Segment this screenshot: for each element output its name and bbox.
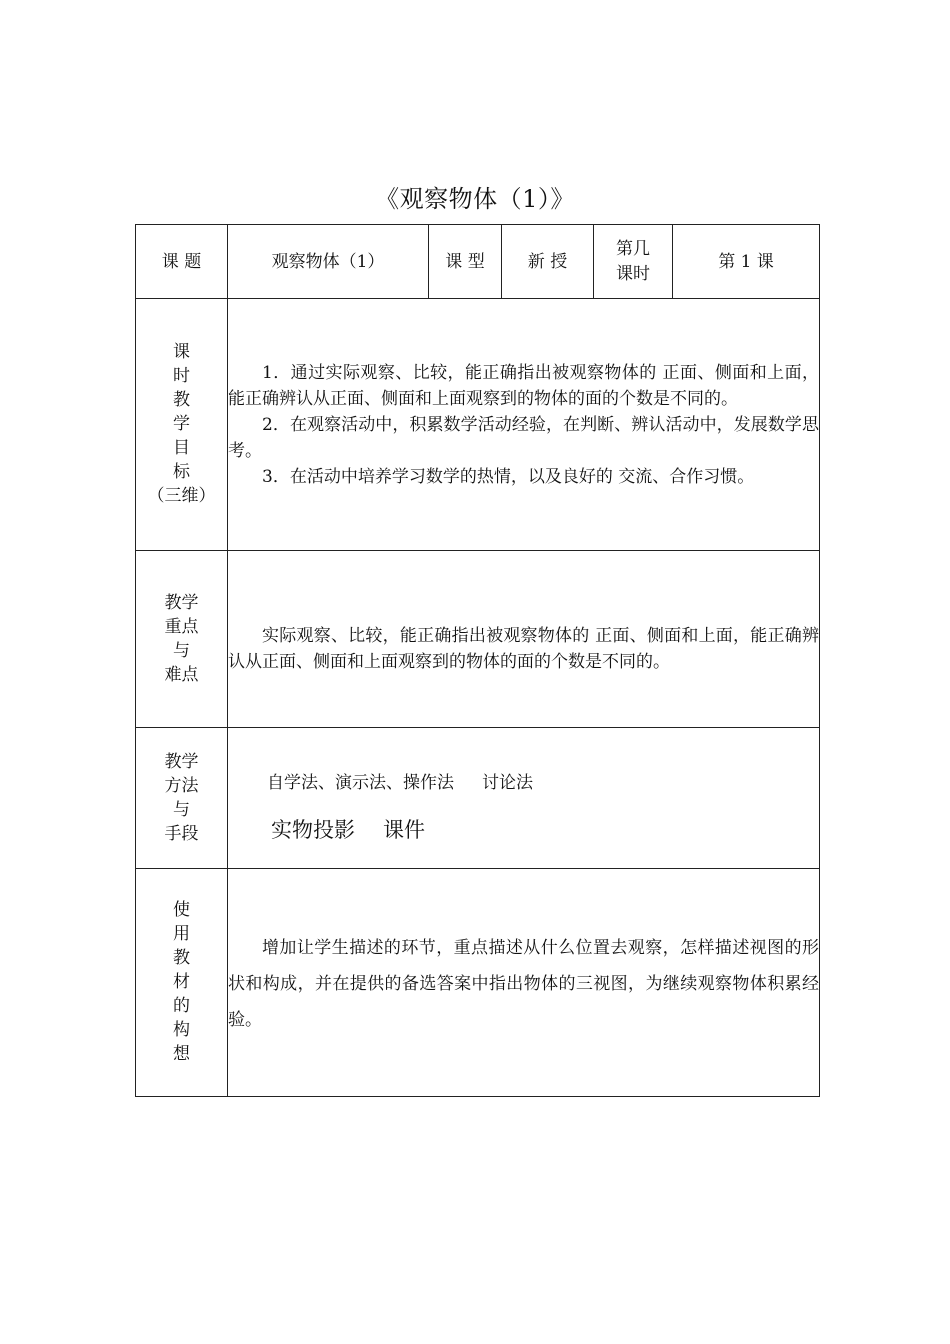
goal-item: 3．在活动中培养学习数学的热情，以及良好的 交流、合作习惯。 (262, 466, 755, 487)
methods-label-cell (136, 728, 228, 869)
teaching-methods (228, 770, 819, 796)
type-value: 新 授 (527, 251, 568, 272)
teaching-methods-text: 自学法、演示法、操作法 (267, 773, 454, 793)
goal-item: 2．在观察活动中，积累数学活动经验，在判断、辨认活动中，发展数学思考。 (228, 414, 819, 461)
teaching-means (228, 816, 819, 844)
type-value-cell (502, 225, 594, 299)
lesson-number-label-cell (594, 225, 673, 299)
lesson-plan-table (135, 224, 820, 1097)
topic-label-cell (136, 225, 228, 299)
goals-label-cell (136, 299, 228, 551)
lesson-number-value: 第 1 课 (718, 251, 774, 272)
teaching-means-text-2: 课件 (383, 818, 425, 842)
key-points-text: 实际观察、比较，能正确指出被观察物体的 正面、侧面和上面，能正确辨认从正面、侧面和上面观察到的物体的面的个数是不同的。 (228, 625, 819, 672)
methods-content-cell (228, 728, 820, 869)
topic-label: 课 题 (161, 251, 202, 272)
materials-label: 使 用 教 材 的 构 想 (173, 900, 190, 1064)
methods-label: 教学 方法 与 手段 (164, 751, 199, 844)
teaching-means-text: 实物投影 (271, 818, 355, 842)
methods-row (136, 728, 820, 869)
header-row (136, 225, 820, 299)
type-label: 课 型 (445, 251, 485, 272)
key-points-label-cell (136, 551, 228, 728)
materials-row (136, 869, 820, 1097)
topic-value: 观察物体（1） (271, 251, 385, 272)
goals-row (136, 299, 820, 551)
key-points-row (136, 551, 820, 728)
goals-content-cell (228, 299, 820, 551)
lesson-number-label: 第几 课时 (616, 238, 650, 284)
topic-value-cell (228, 225, 429, 299)
key-points-content-cell (228, 551, 820, 728)
materials-text: 增加让学生描述的环节，重点描述从什么位置去观察，怎样描述视图的形状和构成，并在提供的备选答案中指出物体的三视图，为继续观察物体积累经验。 (228, 938, 819, 1030)
teaching-methods-text-2: 讨论法 (482, 773, 533, 793)
document-title: 《观察物体（1）》 (375, 185, 575, 213)
goals-label: 课 时 教 学 目 标 （三维） (147, 342, 216, 506)
key-points-label: 教学 重点 与 难点 (164, 592, 199, 685)
materials-content-cell (228, 869, 820, 1097)
goal-item: 1．通过实际观察、比较，能正确指出被观察物体的 正面、侧面和上面，能正确辨认从正面、侧面和上面观察到的物体的面的个数是不同的。 (228, 362, 819, 409)
type-label-cell (429, 225, 502, 299)
materials-label-cell (136, 869, 228, 1097)
lesson-number-value-cell (673, 225, 820, 299)
